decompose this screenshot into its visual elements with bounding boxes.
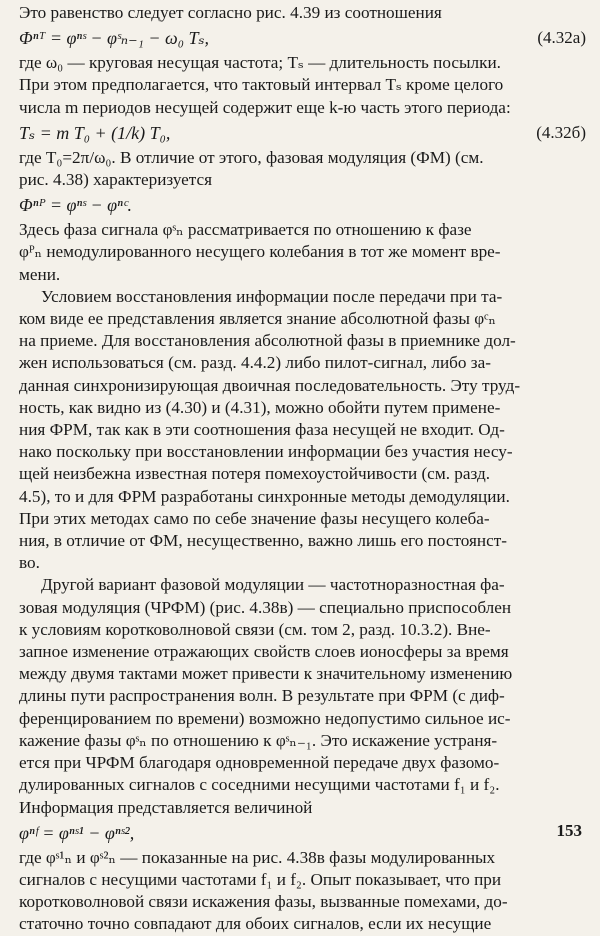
text-line: Информация представляется величиной [19, 797, 313, 817]
text-line: ком виде ее представления является знание абсолютной фазы φᶜₙ [19, 309, 496, 329]
text-line: мени. [19, 264, 61, 284]
equation-formula: Φⁿᴾ = φⁿˢ − φⁿᶜ. [19, 195, 132, 216]
text-line: длины пути распространения волн. В результате при ФРМ (с диф- [19, 686, 505, 706]
text-line: φᴾₙ немодулированного несущего колебания в тот же момент вре- [19, 242, 501, 262]
text-line: на приеме. Для восстановления абсолютной фазы в приемнике дол- [19, 331, 516, 351]
text-line: запное изменение отражающих свойств слоев ионосферы за время [19, 642, 509, 662]
text-line: Другой вариант фазовой модуляции — частотноразностная фа- [41, 575, 505, 595]
text-line: во. [19, 553, 40, 573]
text-line: ется при ЧРФМ благодаря одновременной передаче двух фазомо- [19, 753, 500, 773]
text-body [19, 2, 586, 936]
text-line: Условием восстановления информации после передачи при та- [41, 286, 503, 306]
equation-line [19, 24, 586, 52]
text-line: дулированных сигналов с соседними несущими частотами f₁ и f₂. [19, 775, 500, 795]
text-line: к условиям коротковолновой связи (см. том 2, разд. 10.3.2). Вне- [19, 619, 491, 639]
text-line: где ω₀ — круговая несущая частота; Tₛ — длительность посылки. [19, 53, 501, 73]
text-line: щей неизбежна известная потеря помехоустойчивости (см. разд. [19, 464, 491, 484]
equation-line [19, 119, 586, 147]
equation-number: (4.32б) [536, 122, 586, 142]
text-line: Здесь фаза сигнала φˢₙ рассматривается по отношению к фазе [19, 220, 472, 240]
text-line: коротковолновой связи искажения фазы, вызванные помехами, до- [19, 892, 508, 912]
equation-formula: Φⁿᵀ = φⁿˢ − φˢₙ₋₁ − ω₀ Tₛ, [19, 28, 210, 49]
text-line: ференцированием по времени) возможно недопустимо сильное ис- [19, 708, 511, 728]
text-line: рис. 4.38) характеризуется [19, 170, 213, 190]
text-line: данная синхронизирующая двоичная последовательность. Эту труд- [19, 375, 521, 395]
equation-formula: Tₛ = m T₀ + (1/k) T₀, [19, 122, 171, 143]
equation-number: (4.32а) [537, 28, 586, 48]
text-line: кажение фазы φˢₙ по отношению к φˢₙ₋₁. Это искажение устраня- [19, 730, 498, 750]
text-line: При этом предполагается, что тактовый интервал Tₛ кроме целого [19, 75, 504, 95]
text-line: 4.5), то и для ФРМ разработаны синхронные методы демодуляции. [19, 486, 510, 506]
equation-line [19, 191, 586, 219]
text-line: числа m периодов несущей содержит еще k-ю часть этого периода: [19, 97, 511, 117]
equation-line [19, 819, 586, 847]
text-line: сигналов с несущими частотами f₁ и f₂. Опыт показывает, что при [19, 869, 502, 889]
text-line: жен использоваться (см. разд. 4.4.2) либо пилот-сигнал, либо за- [19, 353, 491, 373]
text-line: При этих методах само по себе значение фазы несущего колеба- [19, 508, 490, 528]
text-line: нако поскольку при восстановлении информации без участия несу- [19, 442, 513, 462]
text-line: Это равенство следует согласно рис. 4.39 из соотношения [19, 3, 442, 22]
equation-formula: φⁿᶠ = φⁿˢ¹ − φⁿˢ², [19, 822, 135, 843]
page-number: 153 [556, 821, 582, 840]
text-line: статочно точно совпадают для обоих сигналов, если их несущие [19, 914, 492, 934]
text-line: где φˢ¹ₙ и φˢ²ₙ — показанные на рис. 4.38в фазы модулированных [19, 847, 496, 867]
text-line: ния, в отличие от ФМ, несущественно, важно лишь его постоянст- [19, 531, 507, 551]
text-line: где T₀=2π/ω₀. В отличие от этого, фазовая модуляция (ФМ) (см. [19, 147, 484, 167]
text-line: зовая модуляция (ЧРФМ) (рис. 4.38в) — специально приспособлен [19, 597, 512, 617]
text-line: ность, как видно из (4.30) и (4.31), можно обойти путем примене- [19, 397, 501, 417]
text-line: ния ФРМ, так как в эти соотношения фаза несущей не входит. Од- [19, 420, 505, 440]
text-line: между двумя тактами может привести к значительному изменению [19, 664, 513, 684]
